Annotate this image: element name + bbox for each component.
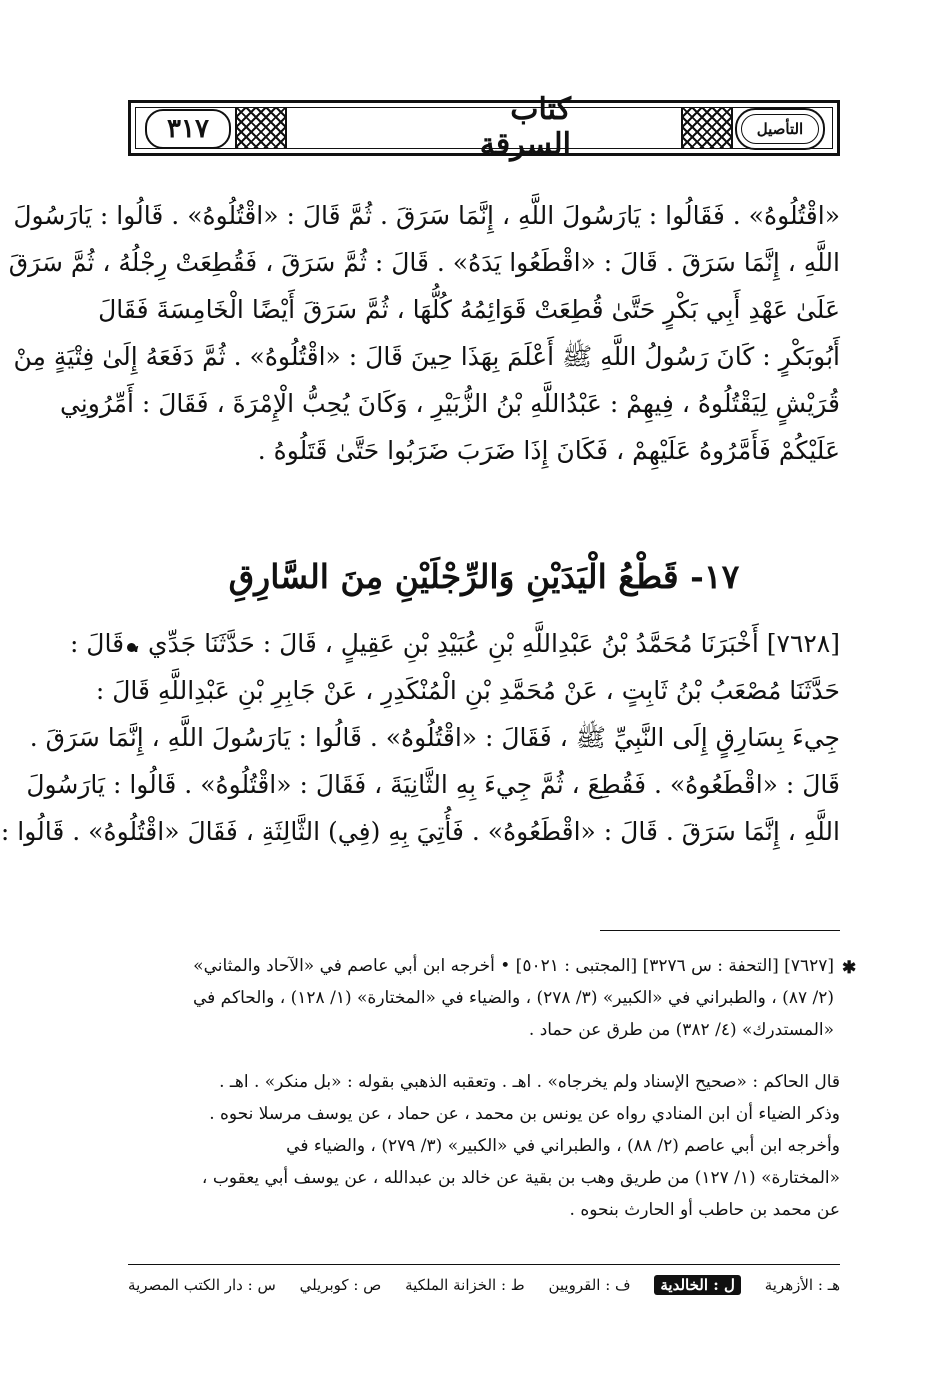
source-item: هـ : الأزهرية [764,1276,840,1294]
text-line: اللَّهِ ، إِنَّمَا سَرَقَ . قَالَ : «اقْطَعُوا يَدَهُ» . قَالَ : ثُمَّ سَرَقَ ، فَقُطِعَتْ رِجْلُهُ ، ثُمَّ سَرَقَ [8,248,840,277]
text-line: [٧٦٢٨] أَخْبَرَنَا مُحَمَّدُ بْنُ عَبْدِاللَّهِ بْنِ عُبَيْدِ بْنِ عَقِيلٍ ، قَالَ : حَدَّثَنَا جَدِّي ، قَالَ : [69,629,840,658]
footnote-line: عن محمد بن حاطب أو الحارث بنحوه . [569,1200,840,1220]
text-line: قَالَ : «اقْطَعُوهُ» . فَقُطِعَ ، ثُمَّ جِيءَ بِهِ الثَّانِيَةَ ، فَقَالَ : «اقْتُلُوهُ» . قَالُوا : يَارَسُولَ [26,770,840,799]
text-line: قُرَيْشٍ لِيَقْتُلُوهُ ، فِيهِمْ : عَبْدُاللَّهِ بْنُ الزُّبَيْرِ ، وَكَانَ يُحِبُّ الْإِمْرَةَ ، فَقَالَ : أَمِّرُونِي [59,389,840,418]
page-number: ٣١٧ [145,109,231,149]
section-heading: ١٧- قَطْعُ الْيَدَيْنِ وَالرِّجْلَيْنِ مِنَ السَّارِقِ [228,557,740,596]
ornament-right [681,107,733,149]
footnote-star-icon: ✱ [842,958,857,978]
source-item: ص : كوبريلي [299,1276,382,1294]
footnote-line: «المختارة» (١/ ١٢٧) من طريق وهب بن بقية عن خالد بن عبدالله ، عن يوسف أبي يعقوب ، [201,1168,840,1188]
manuscript-sources [128,1270,840,1300]
footnote-line: (٢/ ٨٧) ، والطبراني في «الكبير» (٣/ ٢٧٨) ، والضياء في «المختارة» (١/ ١٢٨) ، والحاكم في [192,988,834,1008]
body-paragraph-1 [8,192,840,474]
text-line: أَبُوبَكْرٍ : كَانَ رَسُولُ اللَّهِ ﷺ أَعْلَمَ بِهَذَا حِينَ قَالَ : «اقْتُلُوهُ» . ثُمَّ دَفَعَهُ إِلَىٰ فِتْيَةٍ مِنْ [13,342,840,371]
publisher-logo: التأصيل [735,108,825,150]
source-item-highlighted: ل : الخالدية [654,1275,741,1295]
footnote-separator [600,930,840,931]
text-line: اللَّهِ ، إِنَّمَا سَرَقَ . قَالَ : «اقْطَعُوهُ» . فَأُتِيَ بِهِ (فِي) الثَّالِثَةِ ، فَقَالَ «اقْتُلُوهُ» . قَالُوا : [0,817,840,846]
text-line: عَلَىٰ عَهْدِ أَبِي بَكْرٍ حَتَّىٰ قُطِعَتْ قَوَائِمُهُ كُلُّهَا ، ثُمَّ سَرَقَ أَيْضًا الْخَامِسَةَ فَقَالَ [98,295,840,324]
book-title: كتاب السرقة [479,92,571,162]
footnote-1 [128,950,834,1046]
footnote-line: وذكر الضياء أن ابن المنادي رواه عن يونس بن محمد ، عن حماد ، عن يوسف مرسلا نحوه . [209,1104,840,1124]
footnote-line: «المستدرك» (٤/ ٣٨٢) من طرق عن حماد . [528,1020,834,1040]
footnote-line: قال الحاكم : «صحيح الإسناد ولم يخرجاه» . اهـ . وتعقبه الذهبي بقوله : «بل منكر» . اهـ . [219,1072,840,1092]
text-line: جِيءَ بِسَارِقٍ إِلَى النَّبِيِّ ﷺ ، فَقَالَ : «اقْتُلُوهُ» . قَالُوا : يَارَسُولَ اللَّهِ ، إِنَّمَا سَرَقَ . [29,723,840,752]
footnote-line: [٧٦٢٧] [التحفة : س ٣٢٧٦] [المجتبى : ٥٠٢١] • أخرجه ابن أبي عاصم في «الآحاد والمثاني» [193,956,834,976]
page-header [128,92,840,162]
source-item: س : دار الكتب المصرية [128,1276,276,1294]
footer-rule [128,1264,840,1265]
footnote-line: وأخرجه ابن أبي عاصم (٢/ ٨٨) ، والطبراني في «الكبير» (٣/ ٢٧٩) ، والضياء في [286,1136,840,1156]
text-line: عَلَيْكُمْ فَأَمَّرُوهُ عَلَيْهِمْ ، فَكَانَ إِذَا ضَرَبَ ضَرَبُوا حَتَّىٰ قَتَلُوهُ . [257,436,840,465]
body-paragraph-2 [0,620,840,855]
source-item: ط : الخزانة الملكية [405,1276,525,1294]
text-line: حَدَّثَنَا مُصْعَبُ بْنُ ثَابِتٍ ، عَنْ مُحَمَّدِ بْنِ الْمُنْكَدِرِ ، عَنْ جَابِرِ بْنِ عَبْدِاللَّهِ قَالَ : [95,676,840,705]
text-line: «اقْتُلُوهُ» . فَقَالُوا : يَارَسُولَ اللَّهِ ، إِنَّمَا سَرَقَ . ثُمَّ قَالَ : «اقْتُلُوهُ» . قَالُوا : يَارَسُولَ [13,201,840,230]
source-item: ف : القرويين [548,1276,631,1294]
ornament-left [235,107,287,149]
footnote-2 [128,1066,840,1226]
